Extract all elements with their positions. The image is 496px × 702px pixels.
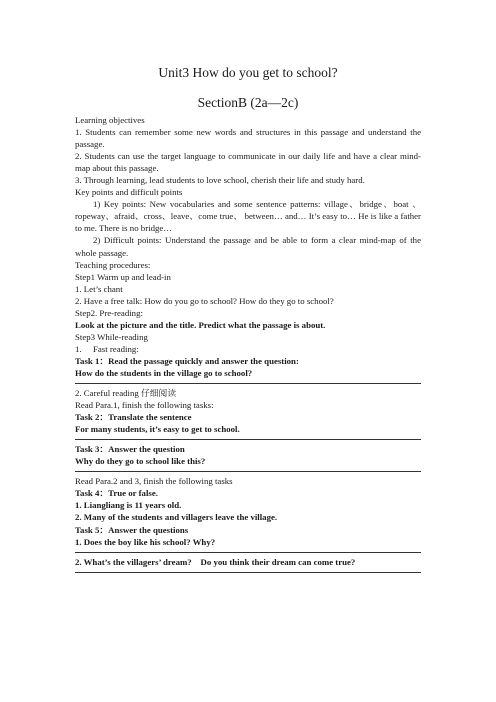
objective-3: 3. Through learning, lead students to love school, cherish their life and study hard.	[75, 175, 365, 186]
key-points-heading: Key points and difficult points	[75, 187, 183, 198]
task3-question: Why do they go to school like this?	[75, 456, 206, 467]
list-number: 1.	[75, 343, 82, 354]
task1-question: How do the students in the village go to school?	[75, 367, 253, 378]
step3-heading: Step3 While-reading	[75, 331, 148, 342]
task5-question-2: 2. What’s the villagers’ dream? Do you think their dream can come true?	[75, 556, 356, 567]
step1-heading: Step1 Warm up and lead-in	[75, 271, 171, 282]
key-points-item: 1) Key points: New vocabularies and some sentence patterns: village、bridge、boat 、ropeway、afraid、cross、leave、come true、 between… and… It’s easy to… He is like a father to me. There is no bridge…	[75, 199, 421, 234]
task2-label: Task 2：Translate the sentence	[75, 412, 192, 423]
objective-1: 1. Students can remember some new words and structures in this passage and understand the passage.	[75, 127, 421, 150]
answer-line	[75, 568, 421, 573]
answer-line	[75, 548, 421, 553]
difficult-points-item: 2) Difficult points: Understand the passage and be able to form a clear mind-map of the whole passage.	[75, 235, 421, 258]
fast-reading-label: Fast reading:	[93, 343, 139, 354]
task2-sentence: For many students, it’s easy to get to school.	[75, 424, 240, 435]
task5-question-1: 1. Does the boy like his school? Why?	[75, 536, 216, 547]
page-title: Unit3 How do you get to school?	[158, 65, 338, 80]
careful-reading-heading: 2. Careful reading 仔细阅读	[75, 388, 177, 399]
task4-label: Task 4：True or false.	[75, 488, 158, 499]
fast-reading-item	[75, 343, 421, 355]
objective-2: 2. Students can use the target language to communicate in our daily life and have a clear mind-map about this passage.	[75, 151, 421, 174]
task3-label: Task 3：Answer the question	[75, 444, 185, 455]
task4-statement-1: 1. Liangliang is 11 years old.	[75, 500, 182, 511]
document-body	[75, 114, 421, 576]
para1-instruction: Read Para.1, finish the following tasks:	[75, 400, 214, 411]
answer-line	[75, 379, 421, 384]
step2-task: Look at the picture and the title. Predict what the passage is about.	[75, 319, 326, 330]
task1-label: Task 1：Read the passage quickly and answer the question:	[75, 355, 299, 366]
step1-free-talk: 2. Have a free talk: How do you go to school? How do they go to school?	[75, 295, 334, 306]
task4-statement-2: 2. Many of the students and villagers leave the village.	[75, 512, 278, 523]
step2-heading: Step2. Pre-reading:	[75, 307, 143, 318]
para23-instruction: Read Para.2 and 3, finish the following tasks	[75, 476, 233, 487]
objectives-heading: Learning objectives	[75, 115, 145, 125]
step1-chant: 1. Let’s chant	[75, 283, 123, 294]
procedures-heading: Teaching procedures:	[75, 259, 151, 270]
page-subtitle: SectionB (2a—2c)	[197, 95, 299, 110]
task5-label: Task 5：Answer the questions	[75, 524, 189, 535]
answer-line	[75, 435, 421, 440]
answer-line	[75, 467, 421, 472]
